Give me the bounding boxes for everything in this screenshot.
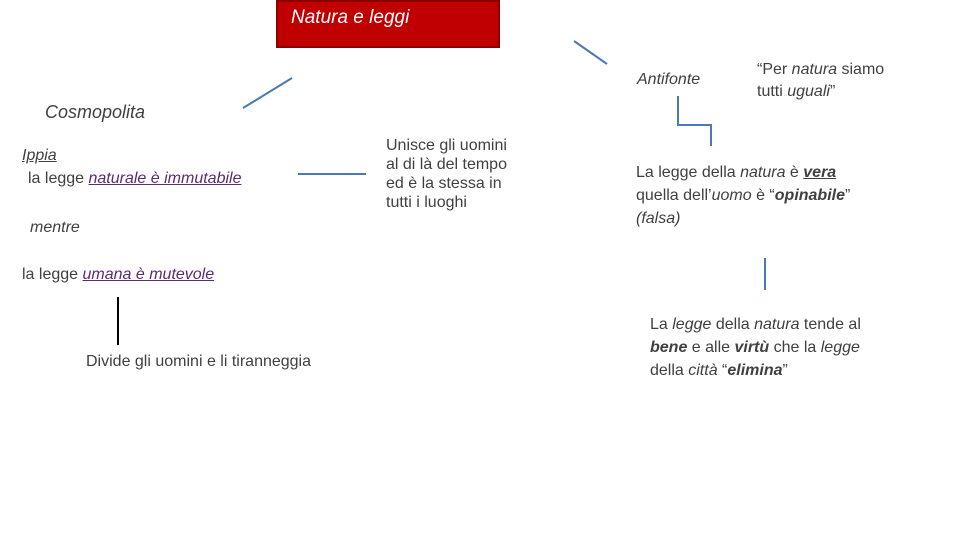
ippia-label: Ippia [22,147,57,164]
divide-text: Divide gli uomini e li tiranneggia [86,353,312,370]
legge-vera-text: La legge della natura è vera quella dell’uomo è “opinabile” (falsa) [636,164,851,227]
human-law-text: la legge umana è mutevole [22,266,215,283]
legge-bene-text: La legge della natura tende al bene e alle virtù che la legge della città “elimina” [650,316,861,379]
page-title: Natura e leggi [291,7,410,28]
unisce-text: Unisce gli uomini al di là del tempo ed è la stessa in tutti i luoghi [386,137,507,211]
cosmopolita-heading: Cosmopolita [45,102,146,122]
antifonte-label: Antifonte [637,71,701,88]
mentre-label: mentre [30,219,80,236]
title-box [276,0,500,48]
natural-law-text: la legge naturale è immutabile [28,170,242,187]
connector-title-right [574,41,607,64]
connector-antifonte-legge [678,96,711,146]
connector-title-left [243,78,292,108]
quote-text: “Per natura siamo tutti uguali” [757,61,885,100]
